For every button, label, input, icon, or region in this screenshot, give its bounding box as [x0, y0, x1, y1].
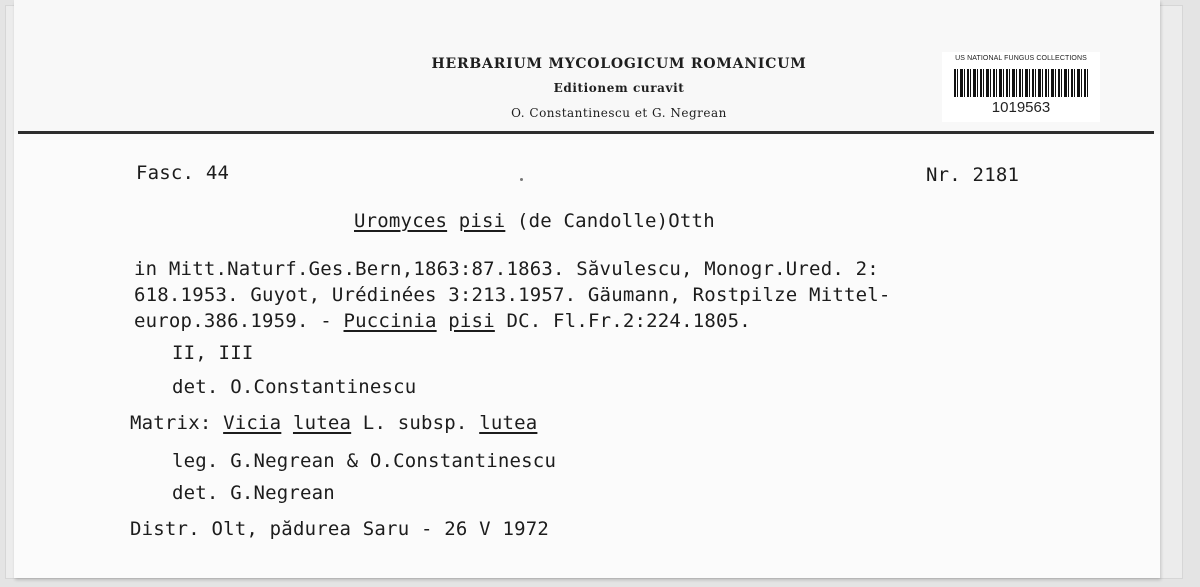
collectors: leg. G.Negrean & O.Constantinescu — [172, 450, 557, 472]
locality-date: Distr. Olt, pădurea Saru - 26 V 1972 — [130, 518, 550, 540]
label-header — [14, 0, 1160, 134]
taxon-name — [354, 210, 715, 232]
host-middle: L. subsp. — [351, 412, 480, 434]
speck — [520, 178, 523, 181]
fascicle-number: Fasc. 44 — [136, 162, 230, 184]
determiner-1: det. O.Constantinescu — [172, 376, 417, 398]
barcode-number: 1019563 — [991, 99, 1051, 116]
barcode-icon — [954, 69, 1088, 97]
host-matrix — [130, 412, 537, 434]
edition-line: Editionem curavit — [553, 81, 685, 95]
determiner-2: det. G.Negrean — [172, 482, 335, 504]
taxon-genus: Uromyces — [354, 210, 448, 232]
citation-line-2: 618.1953. Guyot, Urédinées 3:213.1957. Gäumann, Rostpilze Mittel- — [134, 284, 891, 306]
host-species: lutea — [292, 412, 352, 434]
header-divider — [18, 131, 1154, 134]
citation-line-1: in Mitt.Naturf.Ges.Bern,1863:87.1863. Săvulescu, Monogr.Ured. 2: — [134, 258, 879, 280]
citation-line-3 — [134, 310, 751, 332]
host-subspecies: lutea — [479, 412, 538, 434]
host-genus: Vicia — [223, 412, 282, 434]
institution-title: HERBARIUM MYCOLOGICUM ROMANICUM — [431, 56, 807, 72]
taxon-author: (de Candolle)Otth — [505, 210, 715, 232]
specimen-label — [14, 0, 1160, 578]
citation-prefix: europ.386.1959. - — [134, 310, 344, 332]
barcode-collection: US NATIONAL FUNGUS COLLECTIONS — [955, 55, 1087, 62]
spore-stages: II, III — [172, 342, 254, 364]
taxon-epithet: pisi — [458, 210, 506, 232]
citation-suffix: DC. Fl.Fr.2:224.1805. — [494, 310, 751, 332]
synonym-epithet: pisi — [448, 310, 495, 332]
matrix-prefix: Matrix: — [130, 412, 224, 434]
synonym-genus: Puccinia — [343, 310, 437, 332]
exsiccata-number: Nr. 2181 — [926, 164, 1020, 186]
barcode-sticker — [942, 52, 1100, 122]
editors-line: O. Constantinescu et G. Negrean — [511, 106, 727, 120]
